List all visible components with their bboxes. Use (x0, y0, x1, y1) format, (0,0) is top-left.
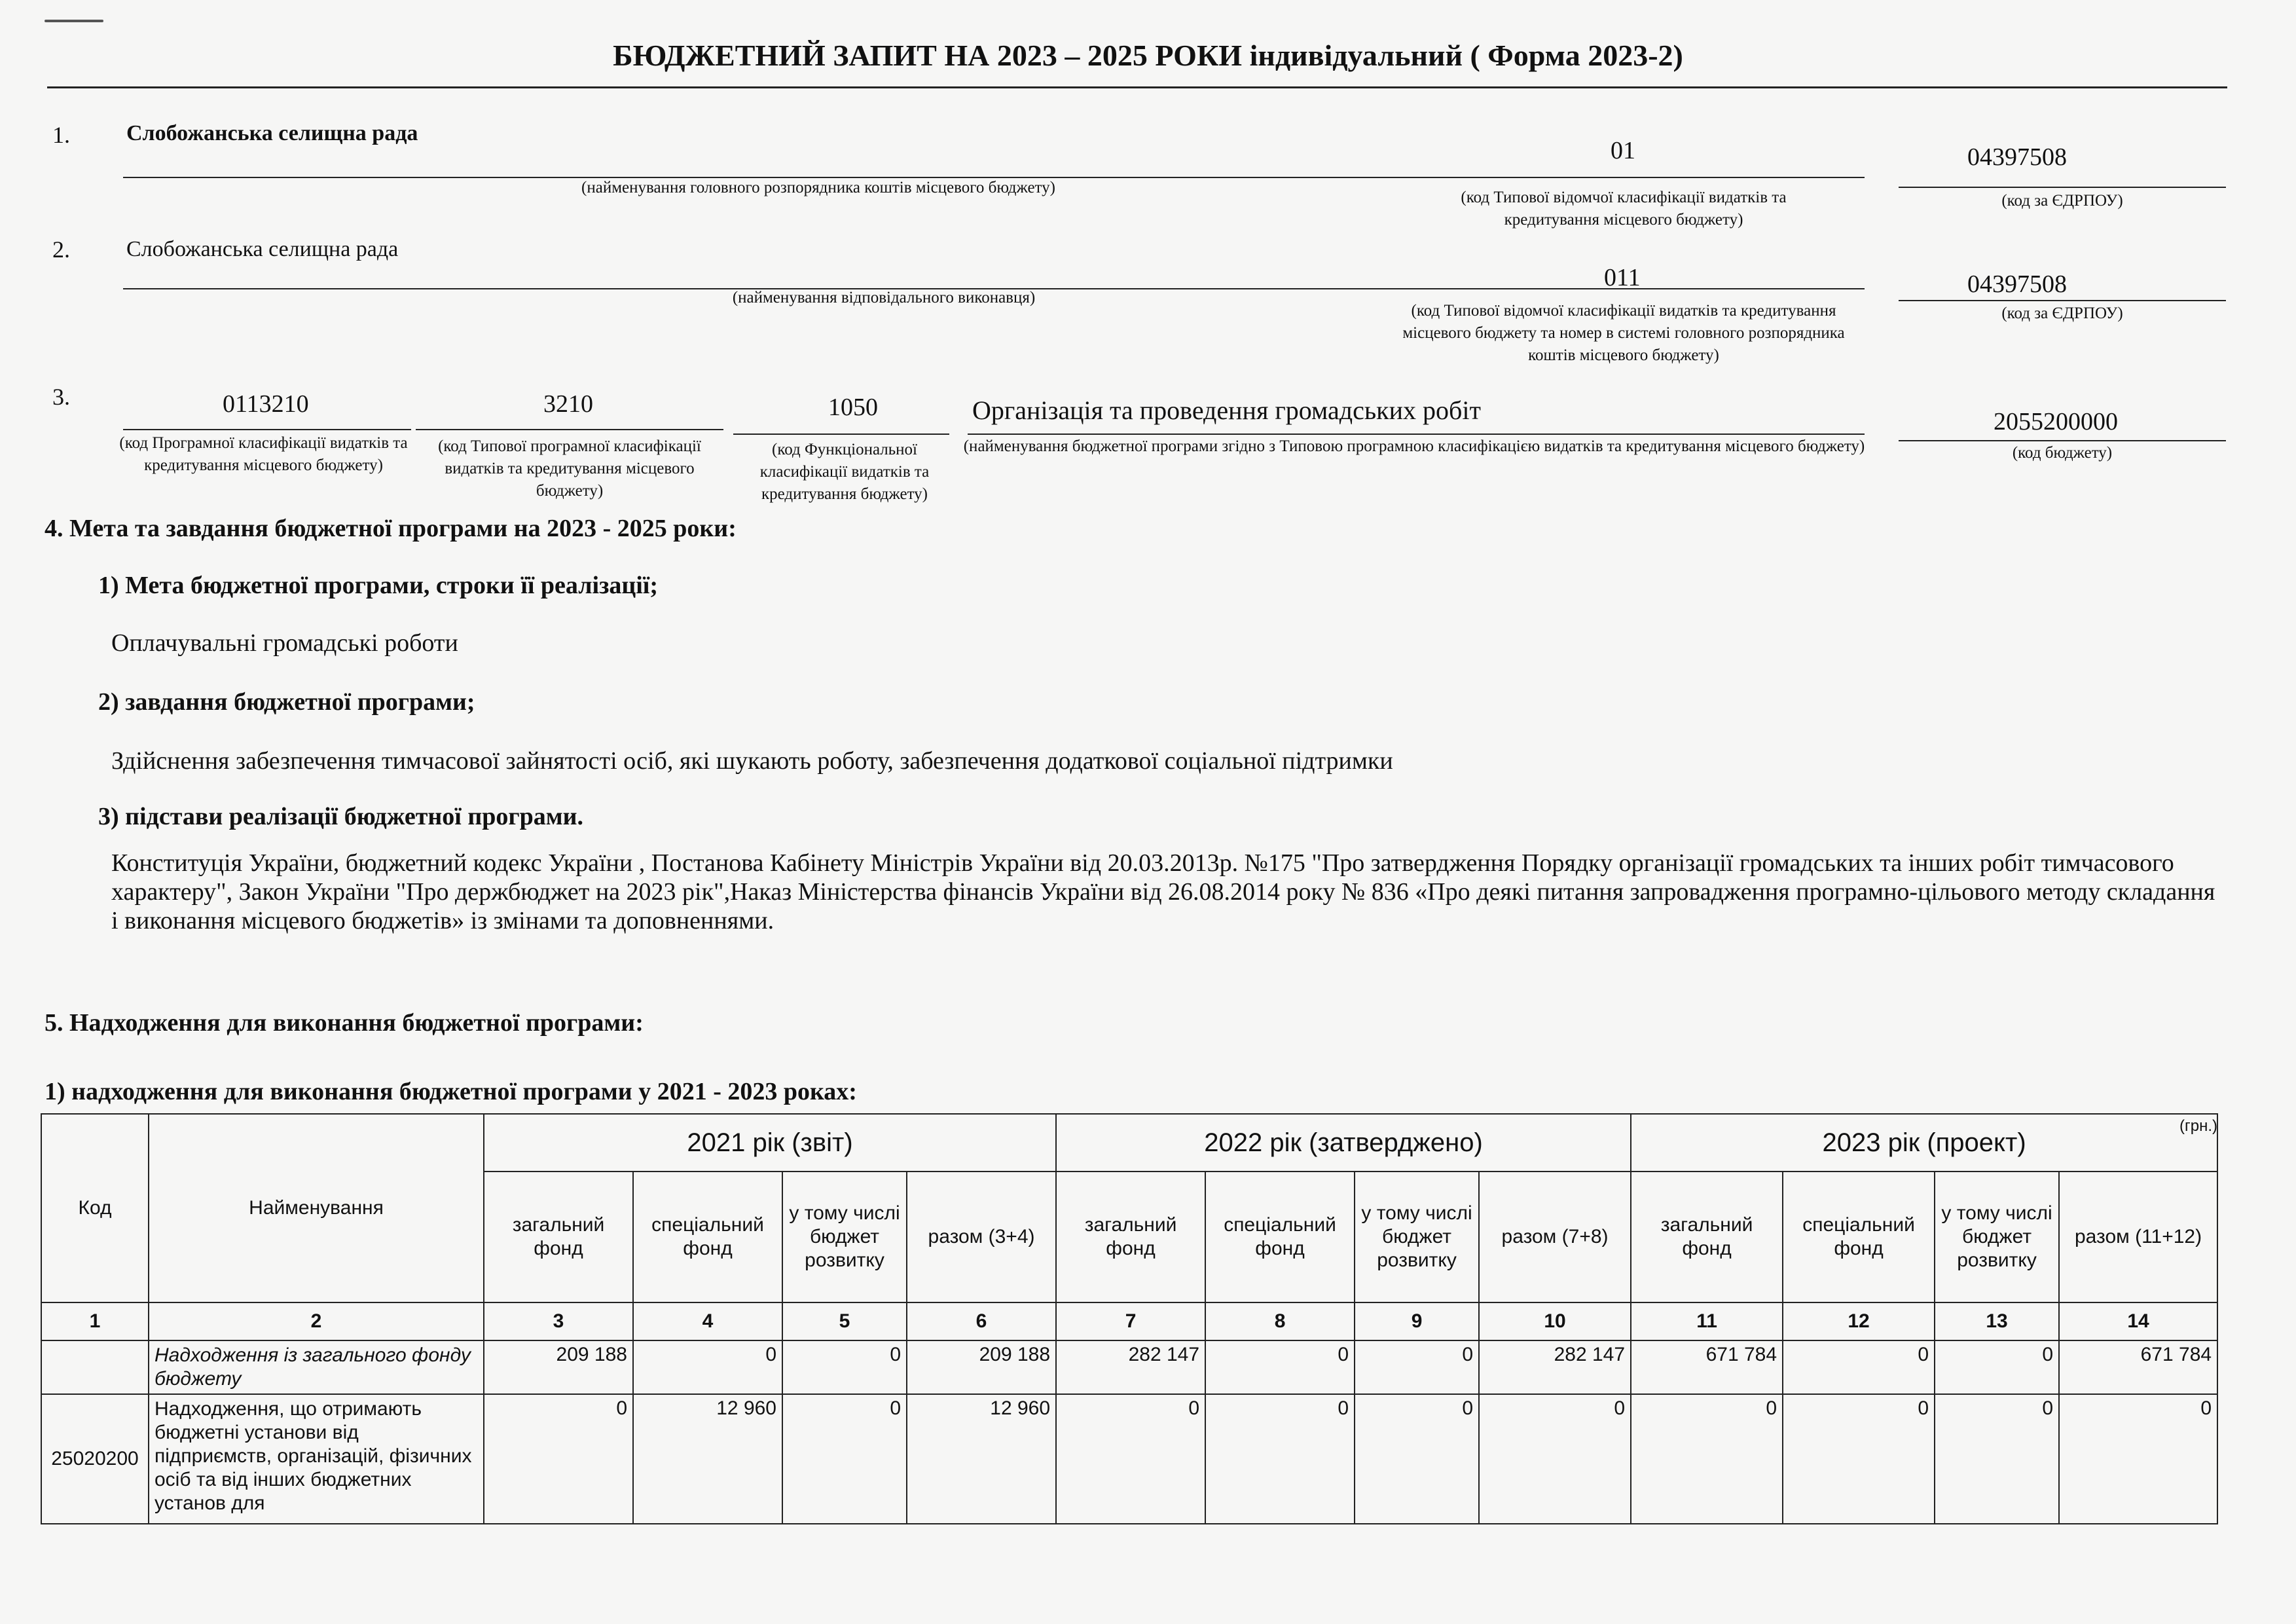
row3-caption-tpk: (код Типової програмної класифікації видатків та кредитування місцевого бюджету) (438, 437, 701, 500)
header-special-2023: спеціальний фонд (1783, 1172, 1935, 1302)
section4-sub1: 1) Мета бюджетної програми, строки її реалізації; (98, 572, 659, 599)
column-numbers-row (41, 1302, 2217, 1340)
row-code: 25020200 (41, 1394, 149, 1524)
row3-line-pk (123, 429, 411, 430)
header-code: Код (41, 1114, 149, 1302)
cell-value: 0 (1783, 1340, 1935, 1394)
table-row (41, 1394, 2217, 1524)
header-general-2023: загальний фонд (1631, 1172, 1783, 1302)
colnum: 2 (149, 1302, 484, 1340)
cell-value: 0 (633, 1340, 782, 1394)
cell-value: 0 (1935, 1340, 2059, 1394)
row3-caption-pk: (код Програмної класифікації видатків та кредитування місцевого бюджету) (119, 434, 408, 474)
cell-value: 0 (1631, 1394, 1783, 1524)
revenue-table (41, 1113, 2218, 1524)
cell-value: 0 (782, 1394, 907, 1524)
row-name: Надходження, що отримають бюджетні установи від підприємств, організацій, фізичних осіб та від інших бюджетних установ для (149, 1394, 484, 1524)
header-sum-2023: разом (11+12) (2059, 1172, 2217, 1302)
colnum: 9 (1355, 1302, 1479, 1340)
row3-line-fk (733, 434, 949, 435)
row3-code-fk: 1050 (828, 394, 878, 421)
row1-line-edrpou (1899, 187, 2226, 188)
cell-value: 0 (1935, 1394, 2059, 1524)
colnum: 13 (1935, 1302, 2059, 1340)
cell-value: 0 (1479, 1394, 1631, 1524)
section5-sub1: 1) надходження для виконання бюджетної програми у 2021 - 2023 роках: (45, 1078, 857, 1105)
cell-value: 282 147 (1056, 1340, 1205, 1394)
colnum: 1 (41, 1302, 149, 1340)
cell-value: 12 960 (907, 1394, 1056, 1524)
colnum: 6 (907, 1302, 1056, 1340)
cell-value: 209 188 (484, 1340, 633, 1394)
row2-code-vk: 011 (1604, 264, 1641, 291)
section4-text3: Конституція України, бюджетний кодекс України , Постанова Кабінету Міністрів України від 20.03.2013р. №175 "Про затвердження Порядку організації громадських та інших робіт тимчасового характеру", Закон України "Про держбюджет на 2023 рік",Наказ Міністерства фінансів України від 26.08.2014 року № 836 «Про деякі питання запровадження програмно-цільового методу складання і виконання місцевого бюджетів» із змінами та доповненнями. (111, 849, 2215, 934)
table-row (41, 1340, 2217, 1394)
cell-value: 0 (484, 1394, 633, 1524)
row1-edrpou: 04397508 (1967, 143, 2067, 171)
row3-number: 3. (52, 384, 70, 410)
colnum: 14 (2059, 1302, 2217, 1340)
row3-code-tpk: 3210 (543, 390, 593, 418)
row1-code-vk: 01 (1611, 137, 1635, 164)
cell-value: 209 188 (907, 1340, 1056, 1394)
colnum: 10 (1479, 1302, 1631, 1340)
section4-text1: Оплачувальні громадські роботи (111, 629, 458, 657)
row1-caption-vk: (код Типової відомчої класифікації видатків та кредитування місцевого бюджету) (1461, 189, 1787, 229)
cell-value: 0 (2059, 1394, 2217, 1524)
scan-mark (45, 20, 103, 22)
row3-program-name: Організація та проведення громадських робіт (972, 396, 1481, 425)
header-special-2021: спеціальний фонд (633, 1172, 782, 1302)
header-dev-2022: у тому числі бюджет розвитку (1355, 1172, 1479, 1302)
row2-name: Слобожанська селищна рада (126, 237, 399, 261)
header-sum-2021: разом (3+4) (907, 1172, 1056, 1302)
row1-caption-name: (найменування головного розпорядника коштів місцевого бюджету) (581, 179, 1055, 196)
header-special-2022: спеціальний фонд (1205, 1172, 1355, 1302)
cell-value: 671 784 (2059, 1340, 2217, 1394)
row3-budget-code: 2055200000 (1994, 408, 2118, 435)
row3-caption-fk: (код Функціональної класифікації видатків та кредитування бюджету) (759, 441, 930, 503)
header-general-2021: загальний фонд (484, 1172, 633, 1302)
cell-value: 0 (1783, 1394, 1935, 1524)
colnum: 5 (782, 1302, 907, 1340)
row3-code-pk: 0113210 (223, 390, 309, 418)
form-title: БЮДЖЕТНИЙ ЗАПИТ НА 2023 – 2025 РОКИ індивідуальний ( Форма 2023-2) (613, 39, 1683, 72)
colnum: 4 (633, 1302, 782, 1340)
row3-caption-program: (найменування бюджетної програми згідно з Типовою програмною класифікацією видатків та кредитування місцевого бюджету) (963, 437, 1865, 455)
cell-value: 0 (1355, 1394, 1479, 1524)
cell-value: 671 784 (1631, 1340, 1783, 1394)
cell-value: 0 (1205, 1340, 1355, 1394)
section4-sub3: 3) підстави реалізації бюджетної програми. (98, 803, 584, 830)
row3-line-tpk (416, 429, 723, 430)
cell-value: 12 960 (633, 1394, 782, 1524)
row2-caption-vk: (код Типової відомчої класифікації видатків та кредитування місцевого бюджету та номер в системі головного розпорядника коштів місцевого бюджету) (1402, 302, 1845, 364)
row2-edrpou: 04397508 (1967, 270, 2067, 298)
row-name: Надходження із загального фонду бюджету (149, 1340, 484, 1394)
header-dev-2023: у тому числі бюджет розвитку (1935, 1172, 2059, 1302)
header-year-2023: 2023 рік (проект) (1631, 1114, 2217, 1172)
row2-line-edrpou (1899, 300, 2226, 301)
row2-caption-name: (найменування відповідального виконавця) (732, 289, 1036, 306)
header-general-2022: загальний фонд (1056, 1172, 1205, 1302)
cell-value: 0 (1205, 1394, 1355, 1524)
title-rule (47, 86, 2227, 88)
cell-value: 0 (1056, 1394, 1205, 1524)
colnum: 12 (1783, 1302, 1935, 1340)
row2-caption-edrpou: (код за ЄДРПОУ) (2001, 304, 2123, 322)
row3-line-program (968, 434, 1865, 435)
colnum: 8 (1205, 1302, 1355, 1340)
section5-heading: 5. Надходження для виконання бюджетної програми: (45, 1009, 644, 1037)
header-sum-2022: разом (7+8) (1479, 1172, 1631, 1302)
header-year-2021: 2021 рік (звіт) (484, 1114, 1056, 1172)
section4-sub2: 2) завдання бюджетної програми; (98, 688, 475, 716)
header-dev-2021: у тому числі бюджет розвитку (782, 1172, 907, 1302)
row1-number: 1. (52, 122, 70, 148)
cell-value: 0 (782, 1340, 907, 1394)
row1-caption-edrpou: (код за ЄДРПОУ) (2001, 192, 2123, 210)
section4-text2: Здійснення забезпечення тимчасової зайнятості осіб, які шукають роботу, забезпечення додаткової соціальної підтримки (111, 747, 1393, 775)
unit-label: (грн.) (2179, 1117, 2217, 1135)
cell-value: 282 147 (1479, 1340, 1631, 1394)
colnum: 11 (1631, 1302, 1783, 1340)
colnum: 3 (484, 1302, 633, 1340)
header-year-2022: 2022 рік (затверджено) (1056, 1114, 1631, 1172)
row1-name: Слобожанська селищна рада (126, 121, 418, 145)
colnum: 7 (1056, 1302, 1205, 1340)
cell-value: 0 (1355, 1340, 1479, 1394)
row3-line-budget (1899, 440, 2226, 441)
row-code (41, 1340, 149, 1394)
row2-number: 2. (52, 236, 70, 263)
section4-heading: 4. Мета та завдання бюджетної програми на 2023 - 2025 роки: (45, 515, 737, 542)
row3-caption-budget: (код бюджету) (2012, 444, 2113, 462)
header-name: Найменування (149, 1114, 484, 1302)
